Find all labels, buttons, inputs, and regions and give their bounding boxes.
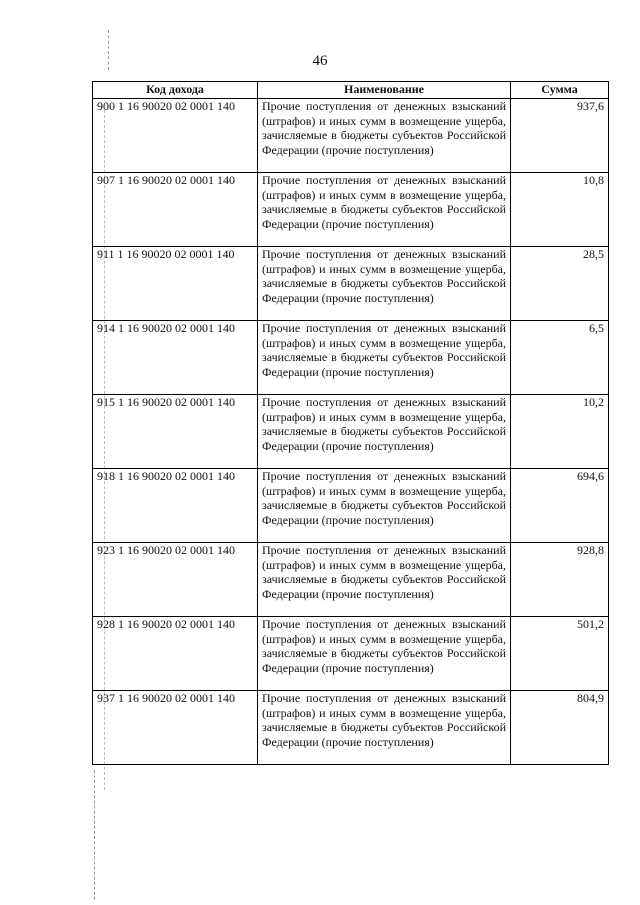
table-row (93, 247, 609, 321)
table-row (93, 99, 609, 173)
column-header-name: Наименование (258, 82, 511, 99)
table-row (93, 395, 609, 469)
income-code-cell: 918 1 16 90020 02 0001 140 (93, 469, 258, 543)
income-code-cell: 911 1 16 90020 02 0001 140 (93, 247, 258, 321)
income-code-cell: 923 1 16 90020 02 0001 140 (93, 543, 258, 617)
table-row (93, 321, 609, 395)
table-header-row (93, 82, 609, 99)
income-name-cell: Прочие поступления от денежных взысканий (штрафов) и иных сумм в возмещение ущерба, зачисляемые в бюджеты субъектов Российской Федерации (прочие поступления) (258, 395, 511, 469)
income-amount-cell: 804,9 (511, 691, 609, 765)
income-name-cell: Прочие поступления от денежных взысканий (штрафов) и иных сумм в возмещение ущерба, зачисляемые в бюджеты субъектов Российской Федерации (прочие поступления) (258, 173, 511, 247)
income-amount-cell: 10,8 (511, 173, 609, 247)
income-name-cell: Прочие поступления от денежных взысканий (штрафов) и иных сумм в возмещение ущерба, зачисляемые в бюджеты субъектов Российской Федерации (прочие поступления) (258, 543, 511, 617)
income-amount-cell: 928,8 (511, 543, 609, 617)
table-row (93, 173, 609, 247)
income-name-cell: Прочие поступления от денежных взысканий (штрафов) и иных сумм в возмещение ущерба, зачисляемые в бюджеты субъектов Российской Федерации (прочие поступления) (258, 99, 511, 173)
column-header-amount: Сумма (511, 82, 609, 99)
income-name-cell: Прочие поступления от денежных взысканий (штрафов) и иных сумм в возмещение ущерба, зачисляемые в бюджеты субъектов Российской Федерации (прочие поступления) (258, 247, 511, 321)
income-code-cell: 900 1 16 90020 02 0001 140 (93, 99, 258, 173)
income-code-cell: 937 1 16 90020 02 0001 140 (93, 691, 258, 765)
income-name-cell: Прочие поступления от денежных взысканий (штрафов) и иных сумм в возмещение ущерба, зачисляемые в бюджеты субъектов Российской Федерации (прочие поступления) (258, 469, 511, 543)
income-code-cell: 928 1 16 90020 02 0001 140 (93, 617, 258, 691)
income-amount-cell: 694,6 (511, 469, 609, 543)
table-row (93, 469, 609, 543)
income-code-cell: 907 1 16 90020 02 0001 140 (93, 173, 258, 247)
page-number: 46 (312, 53, 328, 69)
income-name-cell: Прочие поступления от денежных взысканий (штрафов) и иных сумм в возмещение ущерба, зачисляемые в бюджеты субъектов Российской Федерации (прочие поступления) (258, 321, 511, 395)
income-name-cell: Прочие поступления от денежных взысканий (штрафов) и иных сумм в возмещение ущерба, зачисляемые в бюджеты субъектов Российской Федерации (прочие поступления) (258, 617, 511, 691)
income-amount-cell: 501,2 (511, 617, 609, 691)
column-header-code: Код дохода (93, 82, 258, 99)
income-amount-cell: 28,5 (511, 247, 609, 321)
scan-margin-mark (94, 770, 95, 900)
table-row (93, 543, 609, 617)
income-amount-cell: 937,6 (511, 99, 609, 173)
income-code-cell: 915 1 16 90020 02 0001 140 (93, 395, 258, 469)
income-code-cell: 914 1 16 90020 02 0001 140 (93, 321, 258, 395)
table-row (93, 691, 609, 765)
table-row (93, 617, 609, 691)
income-amount-cell: 6,5 (511, 321, 609, 395)
income-amount-cell: 10,2 (511, 395, 609, 469)
income-table (92, 81, 609, 765)
income-name-cell: Прочие поступления от денежных взысканий (штрафов) и иных сумм в возмещение ущерба, зачисляемые в бюджеты субъектов Российской Федерации (прочие поступления) (258, 691, 511, 765)
